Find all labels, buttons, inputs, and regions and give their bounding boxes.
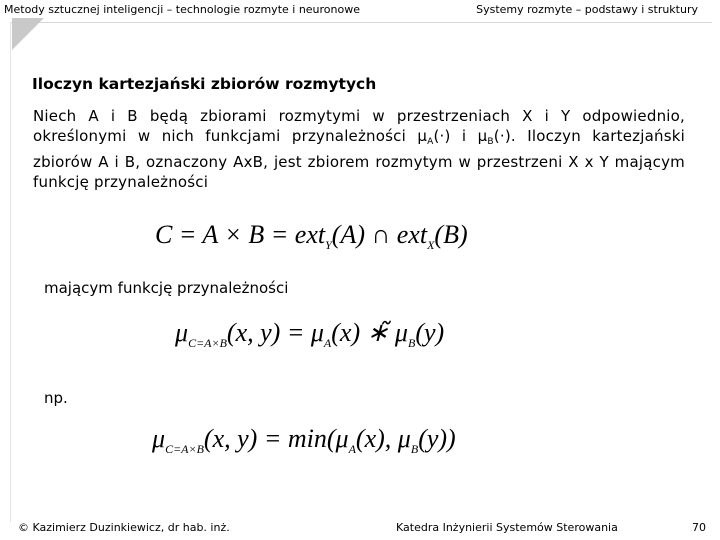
formula1-sub-x: X bbox=[427, 238, 435, 252]
footer-department: Katedra Inżynierii Systemów Sterowania bbox=[396, 521, 618, 534]
paragraph-text-1: Niech A i B będą zbiorami rozmytymi w przestrzeniach X i Y odpowiednio, określonymi w nich funkcjami przynależności μ bbox=[33, 107, 685, 145]
formula2-mid: (x) ∗̃ μ bbox=[331, 318, 408, 347]
formula2-sub-b: B bbox=[407, 336, 416, 350]
slide-title: Iloczyn kartezjański zbiorów rozmytych bbox=[32, 75, 377, 93]
formula2-sub-lhs: C=A×B bbox=[188, 336, 227, 350]
copyright-icon: © bbox=[18, 521, 29, 534]
formula2-args: (x, y) = μ bbox=[226, 318, 324, 347]
formula1-end: (B) bbox=[434, 220, 468, 249]
formula2-sub-a: A bbox=[323, 336, 332, 350]
subscript-b: B bbox=[487, 137, 494, 147]
paragraph-text-3: (·). Iloczyn kartezjański zbiorów A i B, oznaczony AxB, jest zbiorem rozmytym w przestrzeni X x Y mającym funkcję przynależności bbox=[33, 127, 685, 191]
author-name: Kazimierz Duzinkiewicz, dr hab. inż. bbox=[32, 521, 230, 534]
formula1-mid: (A) ∩ ext bbox=[331, 220, 428, 249]
formula-membership-tnorm bbox=[175, 318, 444, 351]
formula3-sub-b: B bbox=[410, 442, 419, 456]
definition-paragraph bbox=[33, 106, 685, 192]
corner-decoration bbox=[12, 18, 44, 50]
formula3-sub-lhs: C=A×B bbox=[165, 442, 204, 456]
formula3-mid: (x), μ bbox=[355, 424, 411, 453]
formula3-end: (y)) bbox=[418, 424, 456, 453]
page-number: 70 bbox=[692, 521, 706, 534]
formula1-sub-y: Y bbox=[325, 238, 332, 252]
frame-left-line bbox=[10, 22, 11, 522]
frame-top-line bbox=[10, 22, 712, 23]
footer-author bbox=[18, 521, 230, 534]
subscript-a: A bbox=[427, 137, 434, 147]
formula1-lhs: C = A × B = ext bbox=[155, 220, 326, 249]
formula2-end: (y) bbox=[415, 318, 445, 347]
header-course-title: Metody sztucznej inteligencji – technologie rozmyte i neuronowe bbox=[4, 3, 361, 16]
header-section-title: Systemy rozmyte – podstawy i struktury bbox=[476, 3, 698, 16]
formula-membership-min bbox=[152, 424, 456, 457]
example-label: np. bbox=[44, 389, 68, 407]
paragraph-text-2: (·) i μ bbox=[433, 127, 488, 145]
membership-label: mającym funkcję przynależności bbox=[44, 279, 289, 297]
formula3-mu: μ bbox=[152, 424, 166, 453]
formula3-sub-a: A bbox=[348, 442, 356, 456]
formula-cartesian-product bbox=[155, 220, 468, 253]
formula2-mu: μ bbox=[175, 318, 189, 347]
formula3-args: (x, y) = min(μ bbox=[203, 424, 349, 453]
